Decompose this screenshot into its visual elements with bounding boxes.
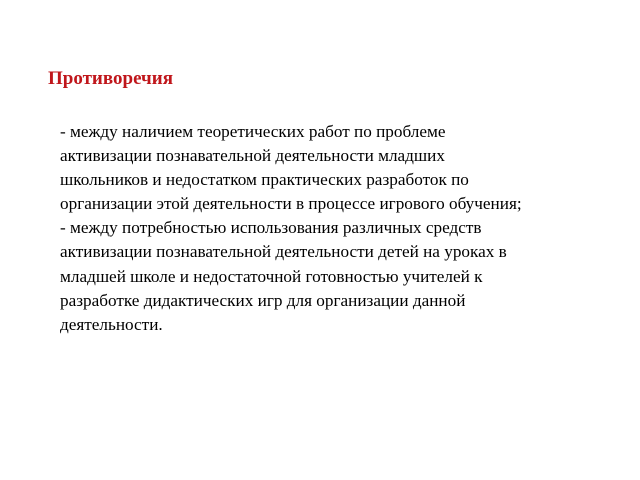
contradiction-item-2: - между потребностью использования различных средств активизации познавательной деятельности детей на уроках в младшей школе и недостаточной готовностью учителей к разработке дидактических игр для организации данной деятельности. [60, 218, 507, 334]
contradiction-item-1: - между наличием теоретических работ по проблеме активизации познавательной деятельности младших школьников и недостатком практических разработок по организации этой деятельности в процессе игрового обучения; [60, 122, 522, 214]
slide-title: Противоречия [48, 68, 173, 89]
slide-body [60, 120, 635, 337]
